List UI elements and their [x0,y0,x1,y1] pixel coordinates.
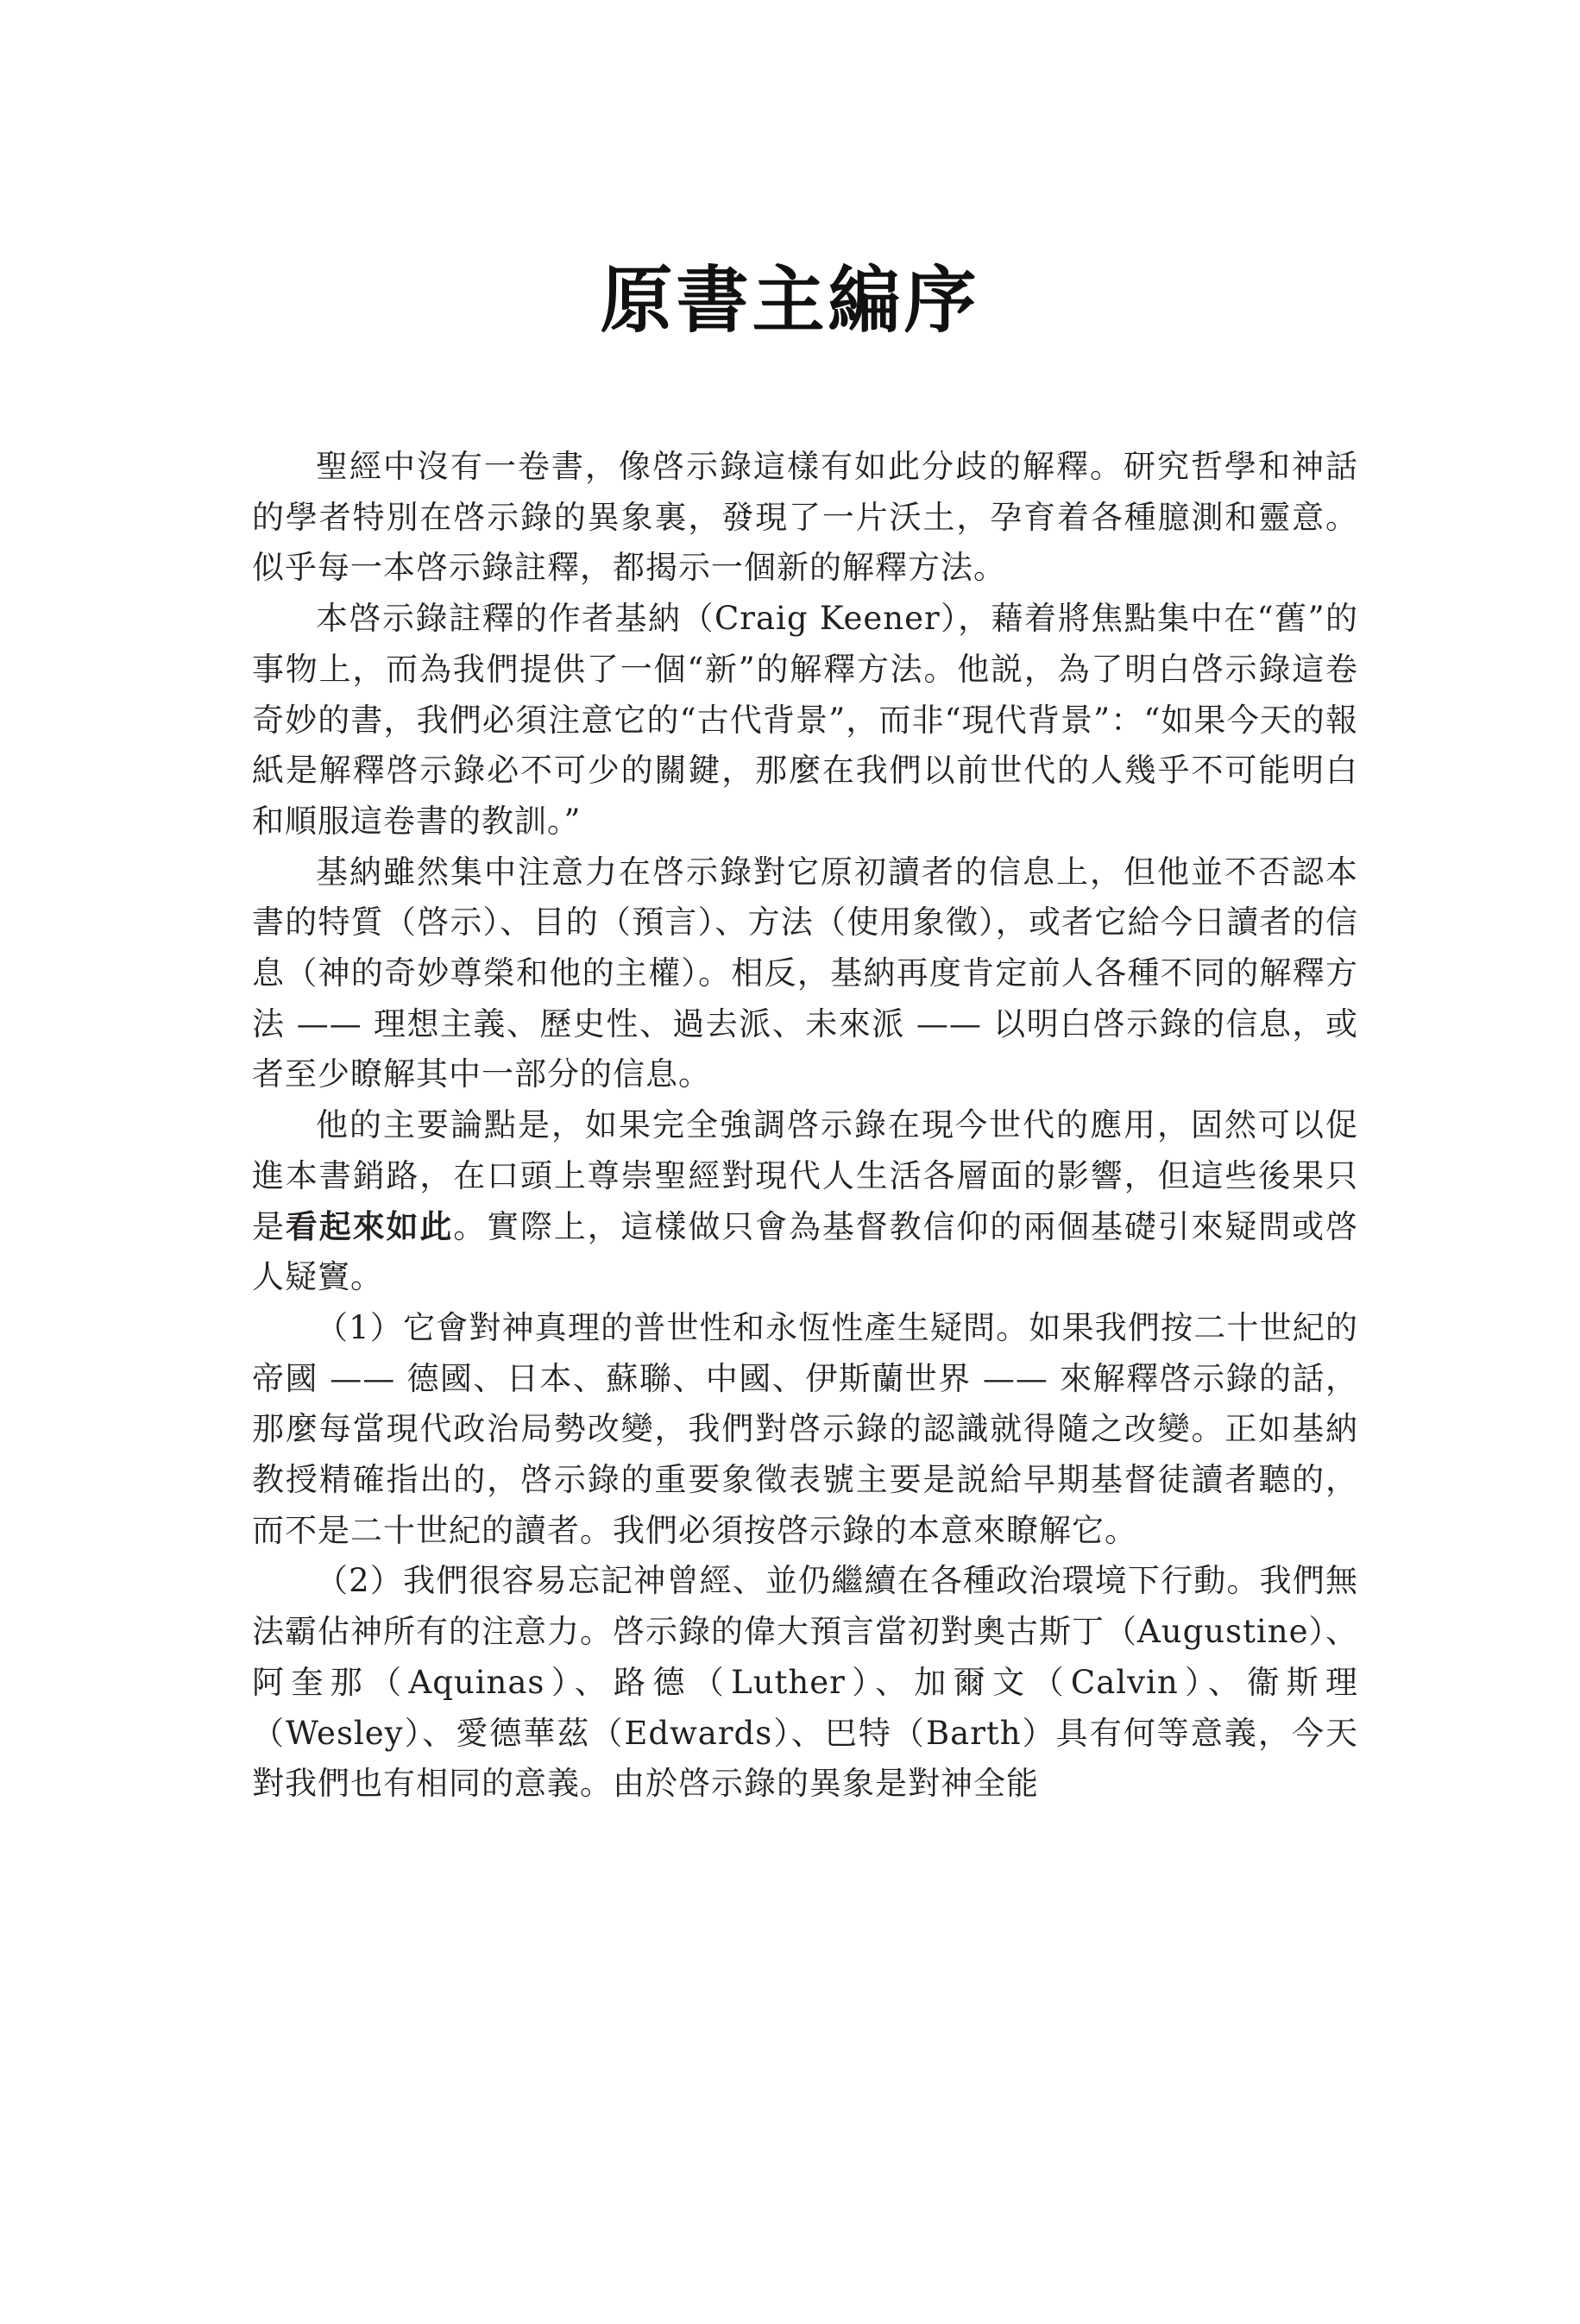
paragraph-4-emphasis: 看起來如此 [285,1207,454,1245]
paragraph-1: 聖經中沒有一卷書，像啓示錄這樣有如此分歧的解釋。研究哲學和神話的學者特別在啓示錄的異象裏，發現了一片沃土，孕育着各種臆測和靈意。似乎每一本啓示錄註釋，都揭示一個新的解釋方法。 [252,448,1358,587]
paragraph-4-text-before: 他的主要論點是，如果完全強調啓示錄在現今世代的應用，固然可以促進本書銷路，在口頭上尊崇聖經對現代人生活各層面的影響，但這些後果只是 [252,1106,1358,1245]
paragraph-5: （1）它會對神真理的普世性和永恆性產生疑問。如果我們按二十世紀的帝國 —— 德國、日本、蘇聯、中國、伊斯蘭世界 —— 來解釋啓示錄的話，那麼每當現代政治局勢改變，我們對啓示錄的認識就得隨之改變。正如基納教授精確指出的，啓示錄的重要象徵表號主要是説給早期基督徒讀者聽的，而不是二十世紀的讀者。我們必須按啓示錄的本意來瞭解它。 [252,1308,1358,1549]
paragraph-3: 基納雖然集中注意力在啓示錄對它原初讀者的信息上，但他並不否認本書的特質（啓示）、目的（預言）、方法（使用象徵），或者它給今日讀者的信息（神的奇妙尊榮和他的主權）。相反，基納再度肯定前人各種不同的解釋方法 —— 理想主義、歷史性、過去派、未來派 —— 以明白啓示錄的信息，或者至少瞭解其中一部分的信息。 [252,853,1358,1093]
paragraph-4 [252,1100,1358,1303]
paragraph-4-text-after: 。實際上，這樣做只會為基督教信仰的兩個基礎引來疑問或啓人疑竇。 [252,1207,1358,1296]
body-text [252,442,1358,1810]
paragraph-2: 本啓示錄註釋的作者基納（Craig Keener），藉着將焦點集中在“舊”的事物上，而為我們提供了一個“新”的解釋方法。他説，為了明白啓示錄這卷奇妙的書，我們必須注意它的“古代背景”，而非“現代背景”：“如果今天的報紙是解釋啓示錄必不可少的關鍵，那麼在我們以前世代的人幾乎不可能明白和順服這卷書的教訓。” [252,600,1358,840]
paragraph-6: （2）我們很容易忘記神曾經、並仍繼續在各種政治環境下行動。我們無法霸佔神所有的注意力。啓示錄的偉大預言當初對奧古斯丁（Augustine）、阿奎那（Aquinas）、路德（Luther）、加爾文（Calvin）、衞斯理（Wesley）、愛德華茲（Edwards）、巴特（Barth）具有何等意義，今天對我們也有相同的意義。由於啓示錄的異象是對神全能 [252,1562,1358,1803]
page-title: 原書主編序 [600,258,980,343]
